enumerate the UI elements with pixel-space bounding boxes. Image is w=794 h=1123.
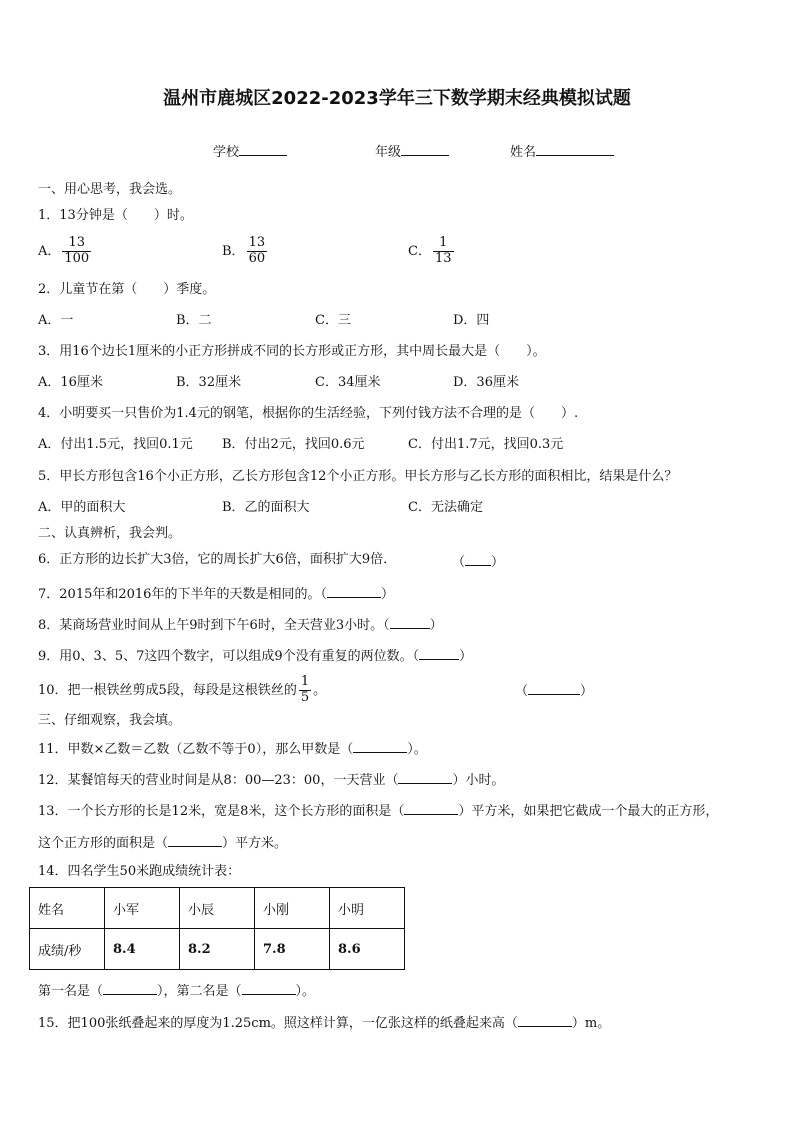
q5-option-a[interactable]: A．甲的面积大 [38, 500, 126, 515]
paren-close: ） [459, 649, 473, 664]
question-13-line-1 [38, 802, 718, 818]
question-13-stem: 13．一个长方形的长是12米，宽是8米，这个长方形的面积是（ [38, 804, 405, 819]
page-title: 温州市鹿城区2022-2023学年三下数学期末经典模拟试题 [163, 88, 631, 109]
option-label: A． [38, 243, 61, 259]
question-10-stem: 10．把一根铁丝剪成5段，每段是这根铁丝的 [38, 682, 297, 698]
question-15-tail: ）m。 [571, 1016, 611, 1031]
fraction [433, 236, 454, 267]
question-1-stem: 1．13分钟是（ ）时。 [38, 208, 193, 223]
q1-option-a[interactable] [38, 236, 93, 267]
question-14-answer [38, 982, 315, 998]
numerator: 1 [439, 235, 448, 250]
question-13-mid: ）平方米，如果把它截成一个最大的正方形， [458, 804, 719, 819]
answer-blank[interactable] [528, 682, 580, 695]
name-blank[interactable] [536, 143, 614, 156]
period: 。 [313, 682, 327, 698]
section-2-heading: 二、认真辨析，我会判。 [38, 526, 182, 541]
answer-blank[interactable] [419, 647, 459, 660]
table-cell: 8.6 [330, 929, 405, 970]
numerator: 13 [248, 235, 266, 250]
school-blank[interactable] [239, 143, 287, 156]
question-6-stem: 6．正方形的边长扩大3倍，它的周长扩大6倍，面积扩大9倍． [38, 552, 397, 567]
table-cell: 8.4 [105, 929, 180, 970]
question-13-tail: ）平方米。 [222, 836, 288, 851]
question-12 [38, 771, 504, 787]
answer-blank[interactable] [465, 553, 491, 566]
question-3-stem: 3．用16个边长1厘米的小正方形拼成不同的长方形或正方形，其中周长最大是（ ）。 [38, 344, 546, 359]
second-place-label: ），第二名是（ [157, 984, 242, 999]
q5-option-c[interactable]: C．无法确定 [408, 500, 483, 515]
q2-option-b[interactable]: B．二 [176, 313, 212, 328]
table-cell: 8.2 [180, 929, 255, 970]
grade-blank[interactable] [401, 143, 449, 156]
fraction [299, 675, 311, 706]
table-header-cell: 小刚 [255, 888, 330, 929]
answer-blank[interactable] [353, 740, 407, 753]
paren-close: ） [491, 555, 505, 570]
section-3-heading: 三、仔细观察，我会填。 [38, 713, 182, 728]
table-row [30, 929, 405, 970]
q5-option-b[interactable]: B．乙的面积大 [222, 500, 310, 515]
table-header-cell: 小明 [330, 888, 405, 929]
table-header-cell: 姓名 [30, 888, 105, 929]
question-9 [38, 647, 472, 663]
question-8-stem: 8．某商场营业时间从上午9时到下午6时，全天营业3小时。（ [38, 618, 390, 633]
question-2-stem: 2．儿童节在第（ ）季度。 [38, 282, 216, 297]
answer-blank[interactable] [398, 771, 452, 784]
fraction [62, 236, 91, 267]
table-header-cell: 小军 [105, 888, 180, 929]
numerator: 1 [300, 674, 310, 689]
school-field [213, 143, 287, 159]
paren-open: （ [515, 684, 529, 699]
question-10 [38, 675, 326, 706]
q2-option-c[interactable]: C．三 [315, 313, 351, 328]
grade-field [375, 143, 449, 159]
school-label: 学校 [213, 145, 240, 160]
first-place-label: 第一名是（ [38, 984, 104, 999]
score-table [29, 887, 405, 970]
denominator: 100 [64, 250, 90, 266]
answer-blank[interactable] [168, 834, 222, 847]
question-7 [38, 585, 394, 601]
question-13-line2-stem: 这个正方形的面积是（ [38, 836, 169, 851]
question-12-tail: ）小时。 [452, 773, 505, 788]
table-header-cell: 小辰 [180, 888, 255, 929]
q3-option-d[interactable]: D．36厘米 [453, 375, 519, 390]
answer-blank[interactable] [518, 1014, 572, 1027]
q3-option-a[interactable]: A．16厘米 [38, 375, 103, 390]
paren-close: ） [429, 618, 443, 633]
question-15 [38, 1014, 610, 1030]
question-11 [38, 740, 427, 756]
denominator: 5 [300, 689, 310, 705]
option-label: B． [222, 243, 245, 259]
name-field [510, 143, 614, 159]
q4-option-c[interactable]: C．付出1.7元，找回0.3元 [408, 437, 564, 452]
answer-blank[interactable] [327, 585, 381, 598]
answer-blank[interactable] [404, 802, 458, 815]
option-label: C． [408, 243, 431, 259]
question-8 [38, 616, 443, 632]
question-5-stem: 5．甲长方形包含16个小正方形，乙长方形包含12个小正方形。甲长方形与乙长方形的面积相比，结果是什么？ [38, 469, 678, 484]
question-15-stem: 15．把100张纸叠起来的厚度为1.25cm。照这样计算，一亿张这样的纸叠起来高（ [38, 1016, 518, 1031]
section-1-heading: 一、用心思考，我会选。 [38, 182, 182, 197]
answer-blank[interactable] [242, 982, 296, 995]
table-cell: 7.8 [255, 929, 330, 970]
table-cell: 成绩/秒 [30, 929, 105, 970]
q4-option-b[interactable]: B．付出2元，找回0.6元 [222, 437, 365, 452]
q6-answer[interactable] [452, 553, 504, 569]
q1-option-c[interactable] [408, 236, 456, 267]
answer-blank[interactable] [103, 982, 157, 995]
paren-close: ） [380, 587, 394, 602]
q4-option-a[interactable]: A．付出1.5元，找回0.1元 [38, 437, 193, 452]
q2-option-d[interactable]: D．四 [453, 313, 490, 328]
q3-option-b[interactable]: B．32厘米 [176, 375, 242, 390]
q2-option-a[interactable]: A．一 [38, 313, 74, 328]
q10-answer[interactable] [515, 682, 593, 698]
question-11-tail: ）。 [407, 742, 427, 757]
question-11-stem: 11．甲数×乙数＝乙数（乙数不等于0），那么甲数是（ [38, 742, 354, 757]
grade-label: 年级 [375, 145, 402, 160]
numerator: 13 [68, 235, 86, 250]
question-14-tail: ）。 [295, 984, 316, 999]
question-13-line-2 [38, 834, 287, 850]
paren-open: （ [452, 555, 466, 570]
q1-option-b[interactable] [222, 236, 269, 267]
q3-option-c[interactable]: C．34厘米 [315, 375, 381, 390]
question-14-stem: 14．四名学生50米跑成绩统计表： [38, 864, 241, 879]
fraction [247, 236, 268, 267]
name-label: 姓名 [510, 145, 537, 160]
question-4-stem: 4．小明要买一只售价为1.4元的钢笔，根据你的生活经验，下列付钱方法不合理的是（ ）. [38, 406, 579, 421]
denominator: 13 [434, 250, 452, 266]
denominator: 60 [248, 250, 266, 266]
answer-blank[interactable] [390, 616, 430, 629]
paren-close: ） [580, 684, 594, 699]
question-12-stem: 12．某餐馆每天的营业时间是从8：00—23：00，一天营业（ [38, 773, 399, 788]
question-9-stem: 9．用0、3、5、7这四个数字，可以组成9个没有重复的两位数。（ [38, 649, 420, 664]
question-7-stem: 7．2015年和2016年的下半年的天数是相同的。（ [38, 587, 327, 602]
table-row [30, 888, 405, 929]
